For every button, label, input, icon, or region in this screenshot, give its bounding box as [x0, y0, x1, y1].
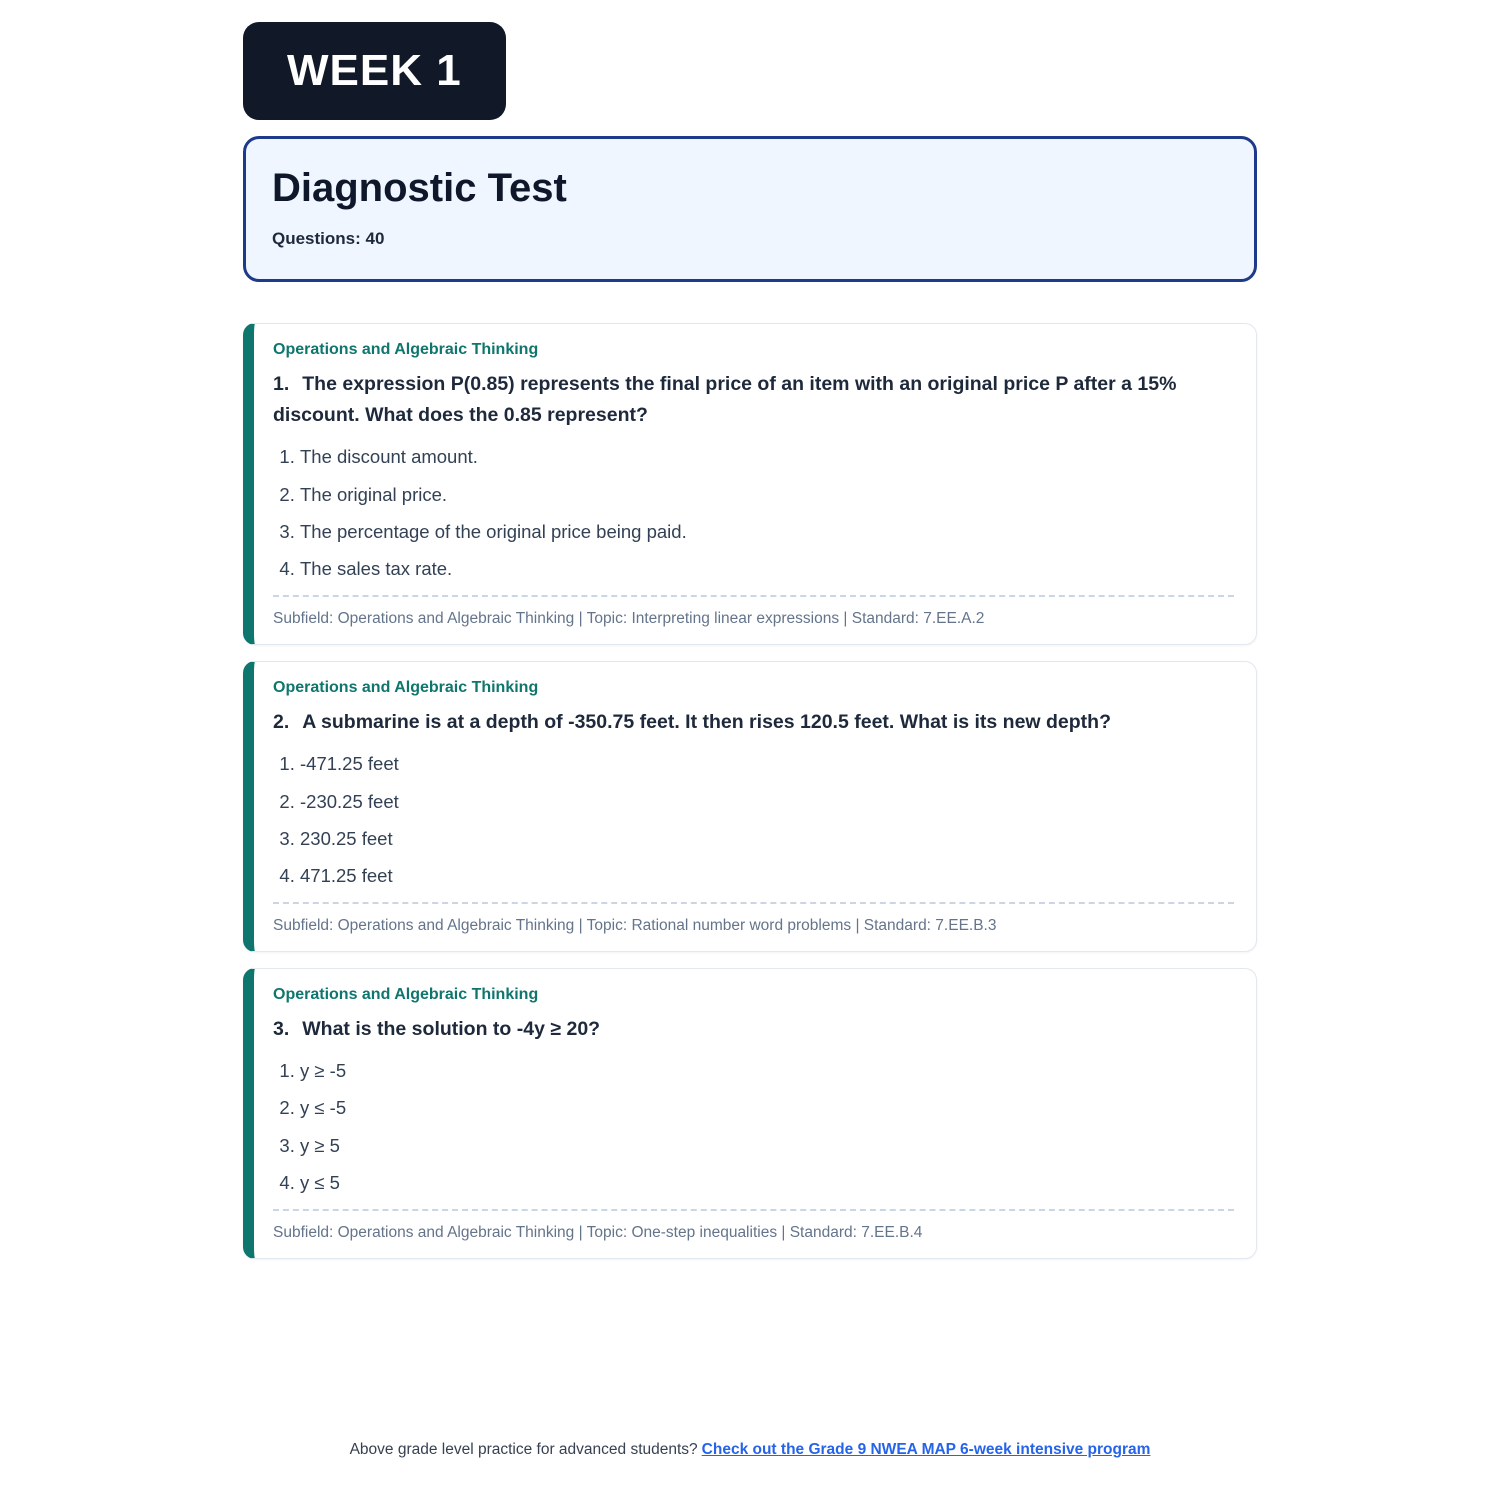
- question-text: [273, 1014, 1234, 1045]
- category-label: Operations and Algebraic Thinking: [273, 986, 539, 1004]
- option-item: 2. y ≤ -5: [300, 1097, 1234, 1119]
- options-list: [273, 446, 1234, 580]
- week-badge: WEEK 1: [243, 22, 506, 120]
- test-header-panel: [243, 136, 1257, 282]
- question-card-3: [243, 968, 1257, 1259]
- question-body: The expression P(0.85) represents the final price of an item with an original price P after a 15% discount. What does the 0.85 represent?: [273, 373, 1177, 427]
- option-item: 3. 230.25 feet: [300, 828, 1234, 850]
- footer-prompt: Above grade level practice for advanced students?: [349, 1441, 698, 1458]
- category-label: Operations and Algebraic Thinking: [273, 679, 539, 697]
- options-list: [273, 1060, 1234, 1194]
- question-number: 1.: [273, 373, 290, 395]
- questions-count: Questions: 40: [272, 229, 385, 248]
- question-body: What is the solution to -4y ≥ 20?: [302, 1018, 601, 1041]
- question-body: A submarine is at a depth of -350.75 feet. It then rises 120.5 feet. What is its new depth?: [302, 711, 1112, 734]
- question-number: 2.: [273, 711, 290, 734]
- option-item: 1. y ≥ -5: [300, 1060, 1234, 1082]
- question-meta: Subfield: Operations and Algebraic Thinking | Topic: Rational number word problems | Standard: 7.EE.B.3: [273, 902, 1234, 935]
- option-item: 4. 471.25 feet: [300, 865, 1234, 887]
- page-content: [243, 22, 1257, 1259]
- page-title: Diagnostic Test: [272, 166, 567, 210]
- question-number: 3.: [273, 1018, 290, 1041]
- question-meta: Subfield: Operations and Algebraic Thinking | Topic: One-step inequalities | Standard: 7.EE.B.4: [273, 1209, 1234, 1242]
- option-item: 4. y ≤ 5: [300, 1172, 1234, 1194]
- question-card-1: [243, 323, 1257, 645]
- option-item: 1. The discount amount.: [300, 446, 1234, 468]
- footer-program-link[interactable]: Check out the Grade 9 NWEA MAP 6-week intensive program: [701, 1441, 1151, 1458]
- question-list: [243, 323, 1257, 1259]
- option-item: 4. The sales tax rate.: [300, 558, 1234, 580]
- footer-note: [0, 1441, 1500, 1481]
- options-list: [273, 753, 1234, 887]
- question-card-2: [243, 661, 1257, 952]
- question-meta: Subfield: Operations and Algebraic Thinking | Topic: Interpreting linear expressions | Standard: 7.EE.A.2: [273, 595, 1234, 628]
- question-text: [273, 369, 1234, 431]
- option-item: 3. The percentage of the original price being paid.: [300, 521, 1234, 543]
- option-item: 1. -471.25 feet: [300, 753, 1234, 775]
- question-text: [273, 707, 1234, 738]
- option-item: 3. y ≥ 5: [300, 1135, 1234, 1157]
- option-item: 2. The original price.: [300, 484, 1234, 506]
- category-label: Operations and Algebraic Thinking: [273, 341, 539, 358]
- option-item: 2. -230.25 feet: [300, 791, 1234, 813]
